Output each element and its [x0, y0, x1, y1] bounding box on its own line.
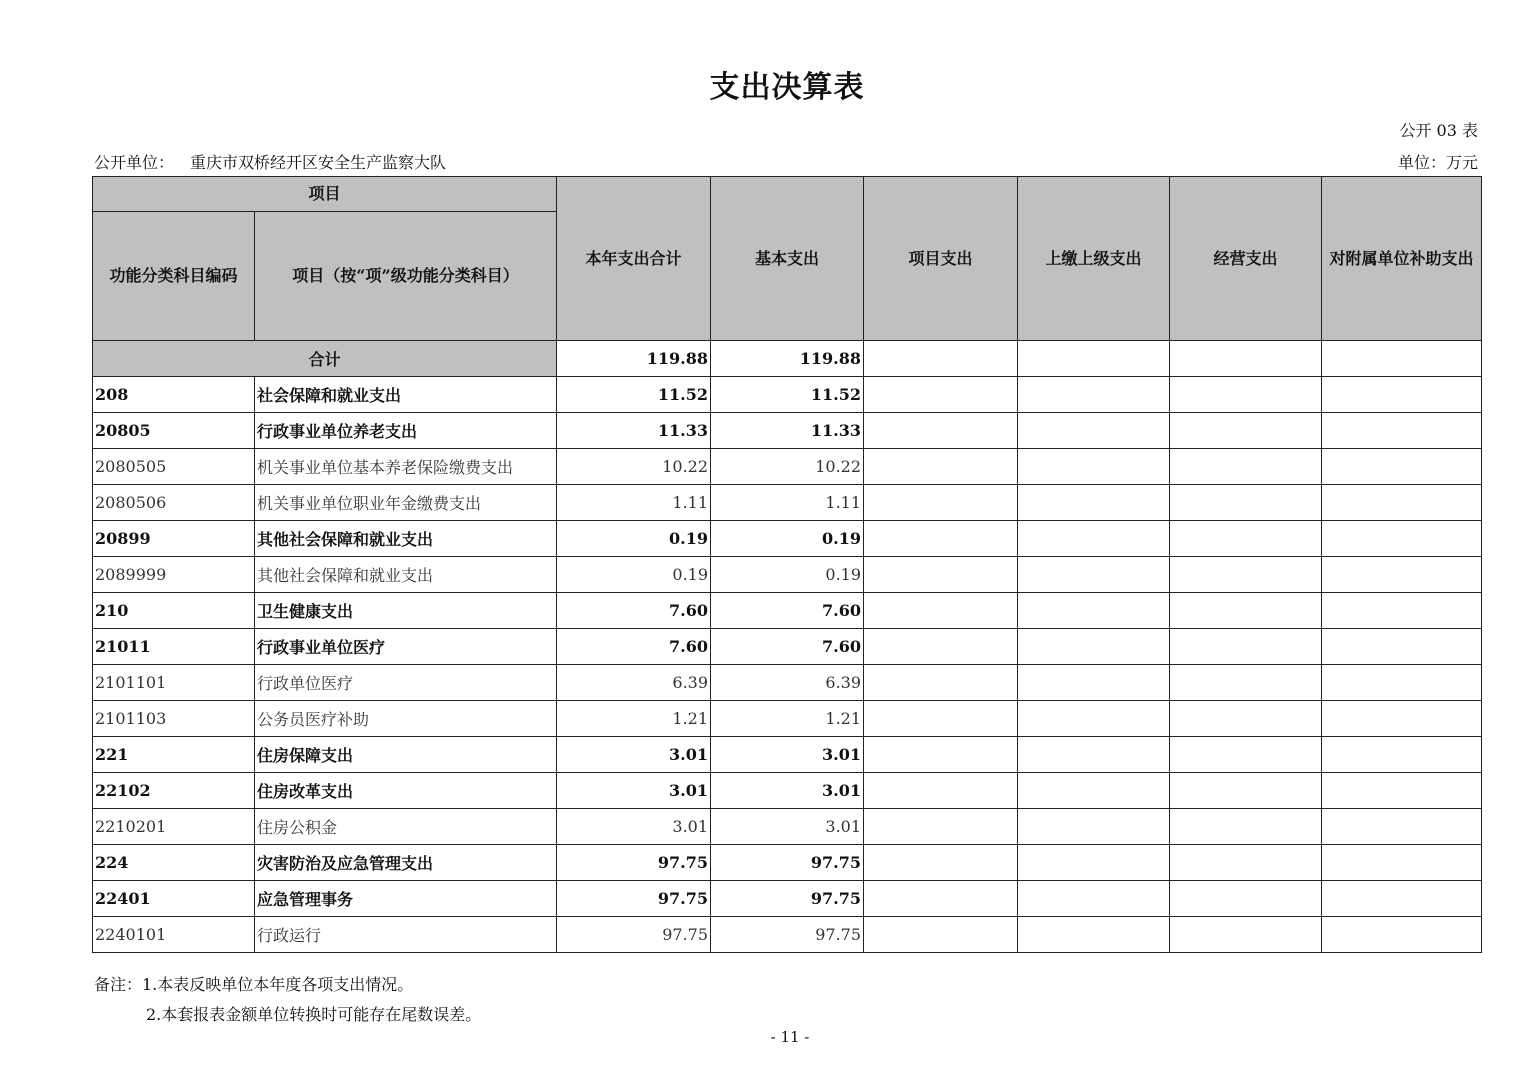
- name-cell: 社会保障和就业支出: [255, 377, 557, 413]
- subsidy-cell: [1322, 629, 1482, 665]
- subsidy-cell: [1322, 521, 1482, 557]
- note-2: 2.本套报表金额单位转换时可能存在尾数误差。: [146, 1005, 482, 1024]
- subsidy-cell: [1322, 413, 1482, 449]
- name-cell: 行政事业单位医疗: [255, 629, 557, 665]
- upper-cell: [1018, 593, 1170, 629]
- subsidy-cell: [1322, 773, 1482, 809]
- project-cell: [864, 845, 1018, 881]
- upper-cell: [1018, 377, 1170, 413]
- code-cell: 20899: [93, 521, 255, 557]
- code-cell: 2089999: [93, 557, 255, 593]
- name-cell: 机关事业单位基本养老保险缴费支出: [255, 449, 557, 485]
- project-cell: [864, 881, 1018, 917]
- header-item-group: 项目: [93, 177, 557, 212]
- code-cell: 2210201: [93, 809, 255, 845]
- subsidy-cell: [1322, 737, 1482, 773]
- report-title: 支出决算表: [709, 70, 865, 105]
- project-cell: [864, 557, 1018, 593]
- table-row: [93, 701, 1482, 737]
- name-cell: 行政单位医疗: [255, 665, 557, 701]
- table-row: [93, 449, 1482, 485]
- project-cell: [864, 917, 1018, 953]
- business-cell: [1170, 773, 1322, 809]
- notes: [94, 970, 481, 1030]
- business-cell: [1170, 917, 1322, 953]
- organization-label: 公开单位：: [94, 153, 175, 172]
- code-cell: 221: [93, 737, 255, 773]
- header-project: 项目支出: [864, 177, 1018, 341]
- project-cell: [864, 449, 1018, 485]
- expenditure-table: [92, 176, 1482, 953]
- upper-cell: [1018, 737, 1170, 773]
- business-cell: [1170, 341, 1322, 377]
- total-cell: 1.11: [557, 485, 711, 521]
- name-cell: 卫生健康支出: [255, 593, 557, 629]
- business-cell: [1170, 521, 1322, 557]
- upper-cell: [1018, 341, 1170, 377]
- project-cell: [864, 701, 1018, 737]
- basic-cell: 3.01: [711, 737, 864, 773]
- code-cell: 2240101: [93, 917, 255, 953]
- total-cell: 7.60: [557, 629, 711, 665]
- subsidy-cell: [1322, 881, 1482, 917]
- subsidy-cell: [1322, 809, 1482, 845]
- business-cell: [1170, 485, 1322, 521]
- form-number: 公开 03 表: [1399, 121, 1478, 140]
- total-label: 合计: [93, 341, 557, 377]
- total-cell: 3.01: [557, 809, 711, 845]
- code-cell: 224: [93, 845, 255, 881]
- total-cell: 1.21: [557, 701, 711, 737]
- business-cell: [1170, 701, 1322, 737]
- business-cell: [1170, 881, 1322, 917]
- upper-cell: [1018, 881, 1170, 917]
- name-cell: 住房保障支出: [255, 737, 557, 773]
- header-code: 功能分类科目编码: [93, 212, 255, 341]
- basic-cell: 0.19: [711, 521, 864, 557]
- subsidy-cell: [1322, 917, 1482, 953]
- money-unit: 单位：万元: [1397, 153, 1478, 172]
- basic-cell: 6.39: [711, 665, 864, 701]
- subsidy-cell: [1322, 701, 1482, 737]
- basic-cell: 7.60: [711, 629, 864, 665]
- page-number: - 11 -: [770, 1028, 810, 1046]
- upper-cell: [1018, 521, 1170, 557]
- header-business: 经营支出: [1170, 177, 1322, 341]
- subsidy-cell: [1322, 377, 1482, 413]
- table-row: [93, 557, 1482, 593]
- basic-cell: 97.75: [711, 917, 864, 953]
- basic-cell: 97.75: [711, 881, 864, 917]
- code-cell: 22401: [93, 881, 255, 917]
- project-cell: [864, 593, 1018, 629]
- header-basic: 基本支出: [711, 177, 864, 341]
- total-cell: 97.75: [557, 881, 711, 917]
- upper-cell: [1018, 701, 1170, 737]
- table-row: [93, 737, 1482, 773]
- total-cell: 10.22: [557, 449, 711, 485]
- total-cell: 0.19: [557, 521, 711, 557]
- basic-cell: 3.01: [711, 773, 864, 809]
- basic-cell: 1.21: [711, 701, 864, 737]
- upper-cell: [1018, 449, 1170, 485]
- basic-cell: 10.22: [711, 449, 864, 485]
- code-cell: 2080506: [93, 485, 255, 521]
- upper-cell: [1018, 485, 1170, 521]
- total-cell: 11.33: [557, 413, 711, 449]
- project-cell: [864, 377, 1018, 413]
- project-cell: [864, 485, 1018, 521]
- table-body: [93, 341, 1482, 953]
- header-subsidy: 对附属单位补助支出: [1322, 177, 1482, 341]
- table-row: [93, 593, 1482, 629]
- subsidy-cell: [1322, 665, 1482, 701]
- code-cell: 21011: [93, 629, 255, 665]
- business-cell: [1170, 845, 1322, 881]
- header-upper: 上缴上级支出: [1018, 177, 1170, 341]
- business-cell: [1170, 449, 1322, 485]
- header-name: 项目（按“项”级功能分类科目）: [255, 212, 557, 341]
- basic-cell: 11.52: [711, 377, 864, 413]
- business-cell: [1170, 557, 1322, 593]
- project-cell: [864, 809, 1018, 845]
- header-total: 本年支出合计: [557, 177, 711, 341]
- subsidy-cell: [1322, 557, 1482, 593]
- business-cell: [1170, 809, 1322, 845]
- total-cell: 0.19: [557, 557, 711, 593]
- subsidy-cell: [1322, 449, 1482, 485]
- basic-cell: 1.11: [711, 485, 864, 521]
- basic-cell: 0.19: [711, 557, 864, 593]
- table-row: [93, 773, 1482, 809]
- total-cell: 97.75: [557, 845, 711, 881]
- upper-cell: [1018, 773, 1170, 809]
- total-cell: 119.88: [557, 341, 711, 377]
- business-cell: [1170, 377, 1322, 413]
- upper-cell: [1018, 845, 1170, 881]
- table-row: [93, 377, 1482, 413]
- name-cell: 其他社会保障和就业支出: [255, 521, 557, 557]
- upper-cell: [1018, 557, 1170, 593]
- business-cell: [1170, 629, 1322, 665]
- basic-cell: 97.75: [711, 845, 864, 881]
- upper-cell: [1018, 665, 1170, 701]
- reporting-organization: [94, 150, 446, 173]
- name-cell: 其他社会保障和就业支出: [255, 557, 557, 593]
- upper-cell: [1018, 917, 1170, 953]
- upper-cell: [1018, 413, 1170, 449]
- subsidy-cell: [1322, 341, 1482, 377]
- total-cell: 3.01: [557, 773, 711, 809]
- project-cell: [864, 629, 1018, 665]
- name-cell: 住房改革支出: [255, 773, 557, 809]
- business-cell: [1170, 665, 1322, 701]
- table-row: [93, 917, 1482, 953]
- subsidy-cell: [1322, 485, 1482, 521]
- code-cell: 22102: [93, 773, 255, 809]
- total-cell: 11.52: [557, 377, 711, 413]
- business-cell: [1170, 737, 1322, 773]
- code-cell: 20805: [93, 413, 255, 449]
- basic-cell: 3.01: [711, 809, 864, 845]
- table-row: [93, 665, 1482, 701]
- total-cell: 7.60: [557, 593, 711, 629]
- total-cell: 97.75: [557, 917, 711, 953]
- name-cell: 行政运行: [255, 917, 557, 953]
- table-row: [93, 845, 1482, 881]
- business-cell: [1170, 413, 1322, 449]
- code-cell: 210: [93, 593, 255, 629]
- basic-cell: 7.60: [711, 593, 864, 629]
- name-cell: 应急管理事务: [255, 881, 557, 917]
- name-cell: 住房公积金: [255, 809, 557, 845]
- name-cell: 行政事业单位养老支出: [255, 413, 557, 449]
- business-cell: [1170, 593, 1322, 629]
- subsidy-cell: [1322, 593, 1482, 629]
- organization-name: 重庆市双桥经开区安全生产监察大队: [190, 153, 447, 172]
- total-cell: 6.39: [557, 665, 711, 701]
- basic-cell: 11.33: [711, 413, 864, 449]
- upper-cell: [1018, 629, 1170, 665]
- total-row: [93, 341, 1482, 377]
- note-1: 备注：1.本表反映单位本年度各项支出情况。: [94, 975, 414, 994]
- project-cell: [864, 737, 1018, 773]
- table-row: [93, 881, 1482, 917]
- name-cell: 公务员医疗补助: [255, 701, 557, 737]
- name-cell: 机关事业单位职业年金缴费支出: [255, 485, 557, 521]
- table-row: [93, 629, 1482, 665]
- subsidy-cell: [1322, 845, 1482, 881]
- table-row: [93, 521, 1482, 557]
- project-cell: [864, 665, 1018, 701]
- code-cell: 2101101: [93, 665, 255, 701]
- table-row: [93, 413, 1482, 449]
- code-cell: 208: [93, 377, 255, 413]
- project-cell: [864, 773, 1018, 809]
- project-cell: [864, 413, 1018, 449]
- name-cell: 灾害防治及应急管理支出: [255, 845, 557, 881]
- project-cell: [864, 341, 1018, 377]
- table-row: [93, 485, 1482, 521]
- code-cell: 2101103: [93, 701, 255, 737]
- basic-cell: 119.88: [711, 341, 864, 377]
- upper-cell: [1018, 809, 1170, 845]
- project-cell: [864, 521, 1018, 557]
- total-cell: 3.01: [557, 737, 711, 773]
- code-cell: 2080505: [93, 449, 255, 485]
- table-row: [93, 809, 1482, 845]
